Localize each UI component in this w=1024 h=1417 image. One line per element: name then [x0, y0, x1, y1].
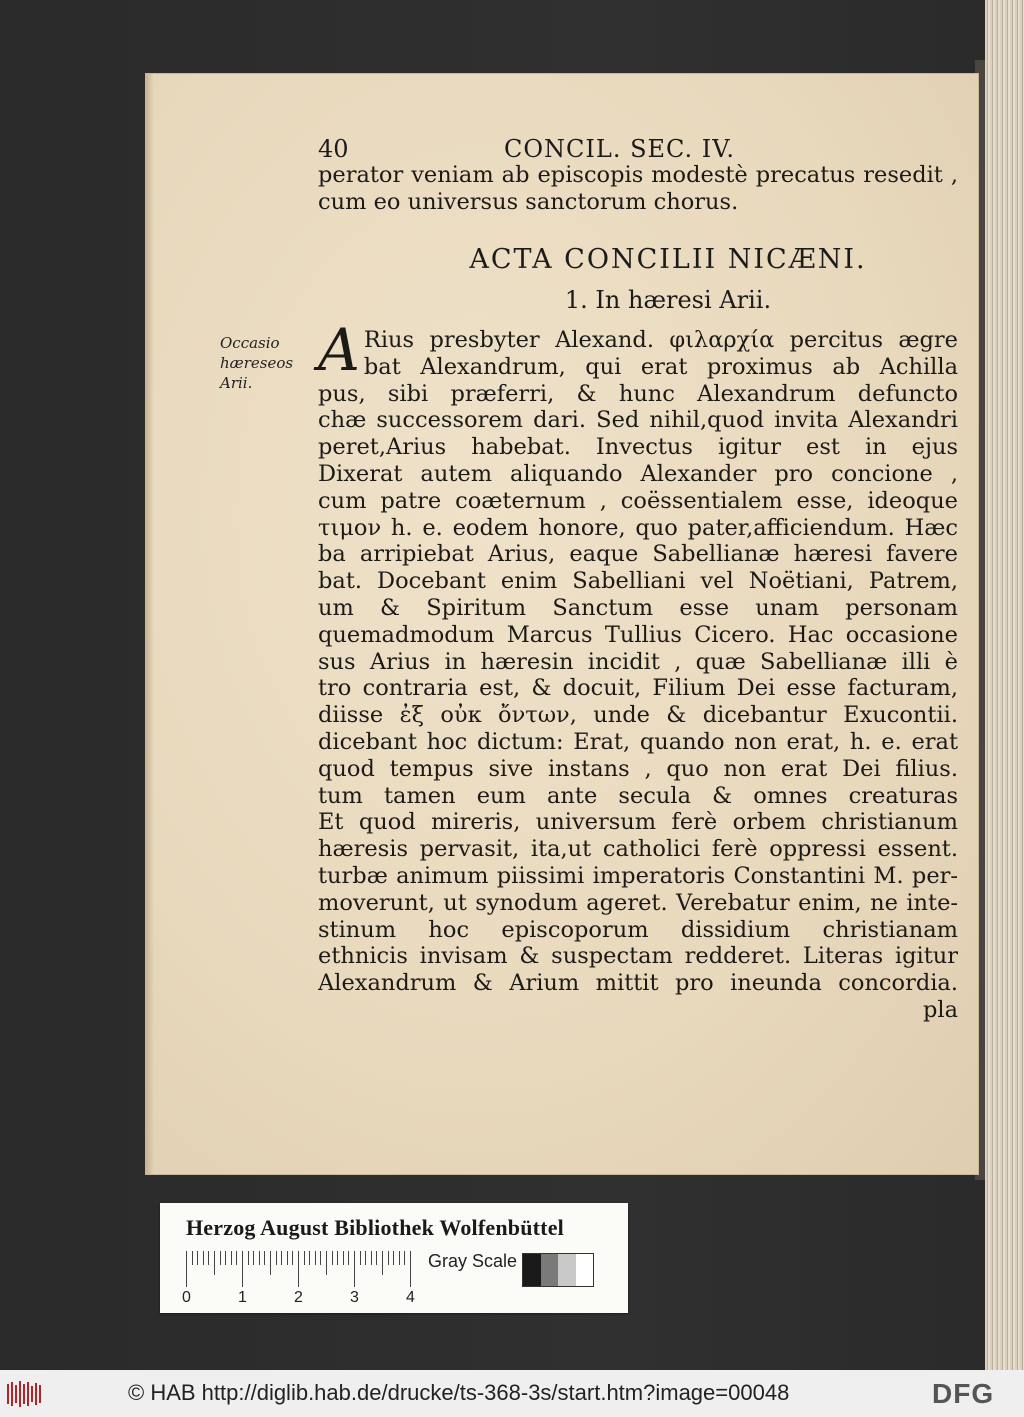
text-line: bat Alexandrum, qui erat proximus ab Achilla: [363, 353, 958, 380]
section-heading: ACTA CONCILII NICÆNI.: [469, 244, 867, 275]
library-name: Herzog August Bibliothek Wolfenbüttel: [186, 1215, 564, 1240]
ruler-tick: [393, 1251, 394, 1265]
text-line: sus Arius in hæresin incidit , quæ Sabellianæ illi è: [318, 648, 958, 675]
ruler-tick: [287, 1251, 288, 1265]
ruler-tick: [326, 1251, 327, 1275]
continued-text: [318, 162, 958, 216]
text-line: chæ successorem dari. Sed nihil,quod invita Alexandri: [318, 407, 958, 434]
margin-note-line: Occasio: [220, 334, 280, 352]
ruler-tick: [203, 1251, 204, 1265]
ruler-number: 1: [238, 1289, 247, 1306]
ruler-tick: [382, 1251, 383, 1275]
text-line: dicebant hoc dictum: Erat, quando non erat, h. e. erat: [318, 728, 958, 755]
text-line: Dixerat autem aliquando Alexander pro concione ,: [318, 460, 958, 487]
margin-note-line: Arii.: [220, 374, 253, 392]
ruler-tick: [220, 1251, 221, 1265]
ruler-tick: [236, 1251, 237, 1265]
ruler-tick: [281, 1251, 282, 1265]
gray-patch: [558, 1254, 576, 1286]
viewer-footer: [0, 1370, 1024, 1417]
ruler-tick: [320, 1251, 321, 1265]
ruler-number: 4: [406, 1289, 415, 1306]
dfg-logo: DFG: [932, 1378, 995, 1409]
text-line: peret,Arius habebat. Invectus igitur est in ejus: [318, 434, 958, 461]
text-line: tum tamen eum ante secula & omnes creaturas: [318, 782, 958, 809]
ruler-tick: [264, 1251, 265, 1265]
text-line: ethnicis invisam & suspectam redderet. Literas igitur: [318, 943, 958, 970]
ruler-tick: [298, 1251, 299, 1287]
text-line: quemadmodum Marcus Tullius Cicero. Hac occasione: [318, 621, 958, 648]
text-line: hæresis pervasit, ita,ut catholici ferè oppressi essent.: [318, 836, 958, 863]
text-line: turbæ animum piissimi imperatoris Constantini M. per-: [318, 862, 958, 889]
text-line: Rius presbyter Alexand. φιλαρχία percitus ægre: [363, 327, 958, 353]
page-number: 40: [318, 135, 349, 163]
section-subheading: 1. In hæresi Arii.: [564, 286, 772, 314]
text-line: τιμον h. e. eodem honore, quo pater,afficiendum. Hæc: [318, 514, 958, 541]
margin-note-line: hæreseos: [220, 354, 294, 372]
text-line: tro contraria est, & docuit, Filium Dei esse facturam,: [318, 675, 958, 702]
ruler-tick: [388, 1251, 389, 1265]
hab-logo-icon: [6, 1380, 46, 1408]
text-line: ba arripiebat Arius, eaque Sabellianæ hæresi favere: [318, 541, 958, 568]
ruler-tick: [332, 1251, 333, 1265]
text-line: moverunt, ut synodum ageret. Verebatur enim, ne inte-: [318, 889, 958, 916]
ruler-number: 3: [350, 1289, 359, 1306]
ruler-tick: [360, 1251, 361, 1265]
ruler-tick: [231, 1251, 232, 1265]
text-line: Et quod mireris, universum ferè orbem christianum: [318, 809, 958, 836]
text-line: cum patre coæternum , coëssentialem esse, ideoque: [318, 487, 958, 514]
ruler-tick: [399, 1251, 400, 1265]
running-head-title: CONCIL. SEC. IV.: [504, 135, 736, 163]
ruler-tick: [276, 1251, 277, 1265]
measurement-ruler: [186, 1251, 416, 1287]
text-line: pus, sibi præferri, & hunc Alexandrum defuncto: [318, 380, 958, 407]
gray-patch: [541, 1254, 559, 1286]
main-text: [318, 316, 958, 1024]
ruler-tick: [365, 1251, 366, 1265]
ruler-tick: [192, 1251, 193, 1265]
ruler-tick: [214, 1251, 215, 1275]
gray-patch: [523, 1254, 541, 1286]
text-line: stinum hoc episcoporum dissidium christianam: [318, 916, 958, 943]
ruler-tick: [253, 1251, 254, 1265]
margin-note: [220, 333, 310, 393]
ruler-tick: [315, 1251, 316, 1265]
ruler-tick: [292, 1251, 293, 1265]
ruler-number: 2: [294, 1289, 303, 1306]
text-line: perator veniam ab episcopis modestè precatus resedit ,: [318, 162, 958, 188]
ruler-tick: [248, 1251, 249, 1265]
ruler-tick: [225, 1251, 226, 1265]
gray-scale-label: Gray Scale: [428, 1251, 518, 1271]
ruler-tick: [337, 1251, 338, 1265]
ruler-tick: [410, 1251, 411, 1287]
ruler-tick: [371, 1251, 372, 1265]
ruler-tick: [376, 1251, 377, 1265]
catchword: pla: [922, 996, 958, 1023]
ruler-tick: [208, 1251, 209, 1265]
text-line: bat. Docebant enim Sabelliani vel Noëtiani, Patrem,: [318, 568, 958, 595]
text-line: Alexandrum & Arium mittit pro ineunda concordia.: [318, 970, 958, 997]
ruler-tick: [197, 1251, 198, 1265]
ruler-number: 0: [182, 1289, 191, 1306]
ruler-tick: [343, 1251, 344, 1265]
text-line: cum eo universus sanctorum chorus.: [318, 188, 739, 215]
book-page-edges: [985, 0, 1024, 1370]
text-line: quod tempus sive instans , quo non erat Dei filius.: [318, 755, 958, 782]
ruler-tick: [304, 1251, 305, 1265]
ruler-tick: [309, 1251, 310, 1265]
text-line: um & Spiritum Sanctum esse unam personam: [318, 594, 958, 621]
ruler-tick: [404, 1251, 405, 1265]
copyright-link[interactable]: © HAB http://diglib.hab.de/drucke/ts-368-3s/start.htm?image=00048: [128, 1380, 790, 1405]
library-color-card: [160, 1203, 628, 1313]
ruler-tick: [270, 1251, 271, 1275]
ruler-tick: [259, 1251, 260, 1265]
gray-scale-patches: [522, 1253, 594, 1287]
drop-initial: A: [318, 316, 360, 384]
ruler-tick: [186, 1251, 187, 1287]
gray-patch: [576, 1254, 594, 1286]
ruler-tick: [348, 1251, 349, 1265]
ruler-tick: [354, 1251, 355, 1287]
ruler-numbers: [182, 1289, 442, 1309]
ruler-tick: [242, 1251, 243, 1287]
text-line: diisse ἐξ οὐκ ὄντων, unde & dicebantur Exucontii.: [318, 702, 958, 729]
